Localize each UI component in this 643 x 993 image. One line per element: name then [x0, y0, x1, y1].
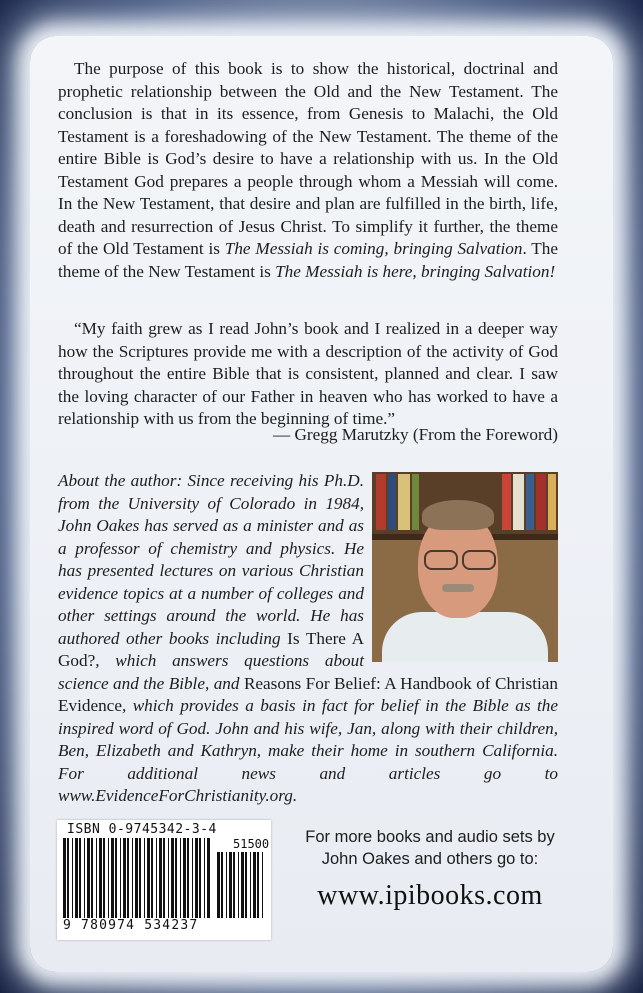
old-testament-theme: The Messiah is coming, bringing Salvation [224, 239, 523, 258]
quote-attribution: — Gregg Marutzky (From the Foreword) [273, 425, 558, 444]
author-photo [372, 472, 558, 662]
publisher-url[interactable]: www.ipibooks.com [317, 880, 543, 911]
about-text-end: , which provides a basis in fact for belief in the Bible as the inspired word of God. John and his wife, Jan, along with their children, Ben, Elizabeth and Kathryn, make their home in southern California. For additional news and articles go to www.EvidenceForChristianity.org. [58, 696, 558, 805]
foreword-quote: “My faith grew as I read John’s book and I realized in a deeper way how the Scriptures provide me with a description of the activity of God throughout the entire Bible that is consistent, planned and clear. I saw the loving character of our Father in heaven who has worked to have a relationship with us from the beginning of time.” [58, 319, 558, 428]
about-text: About the author: Since receiving his Ph.D. from the University of Colorado in 1984, John Oakes has served as a minister and as a professor of chemistry and physics. He has presented lectures on various Christian evidence topics at a number of colleges and other settings around the world. He has authored other books including [58, 471, 364, 648]
ean-barcode-bars [63, 838, 211, 918]
isbn-barcode [57, 820, 271, 940]
book-title-is-there-a-god: Is There A God? [58, 628, 365, 670]
price-code: 51500 [233, 837, 270, 851]
addon-barcode-bars [217, 852, 265, 918]
about-text-continued: , which answers questions about science and the Bible, and [58, 651, 364, 693]
ean-number: 9 780974 534237 [63, 918, 199, 933]
purpose-text: The purpose of this book is to show the historical, doctrinal and prophetic relationship between the Old and the New Testament. The conclusion is that in its essence, from Genesis to Malachi, the Old Testament is a foreshadowing of the New Testament. The theme of the entire Bible is God’s desire to have a relationship with us. In the Old Testament God prepares a people through whom a Messiah will come. In the New Testament, that desire and plan are fulfilled in the birth, life, death and resurrection of Jesus Christ. To simplify it further, the theme of the Old Testament is [58, 59, 558, 258]
about-author-paragraph [58, 470, 558, 808]
book-title-reasons-for-belief: Reasons For Belief: A Handbook of Christian Evidence [58, 673, 558, 715]
purpose-paragraph [58, 58, 558, 283]
new-testament-theme: The Messiah is here, bringing Salvation! [275, 261, 556, 281]
more-books-text: For more books and audio sets by John Oakes and others go to: [305, 828, 555, 868]
purpose-text-continued: . The theme of the New Testament is [58, 239, 558, 281]
isbn-label: ISBN 0-9745342-3-4 [67, 822, 217, 837]
